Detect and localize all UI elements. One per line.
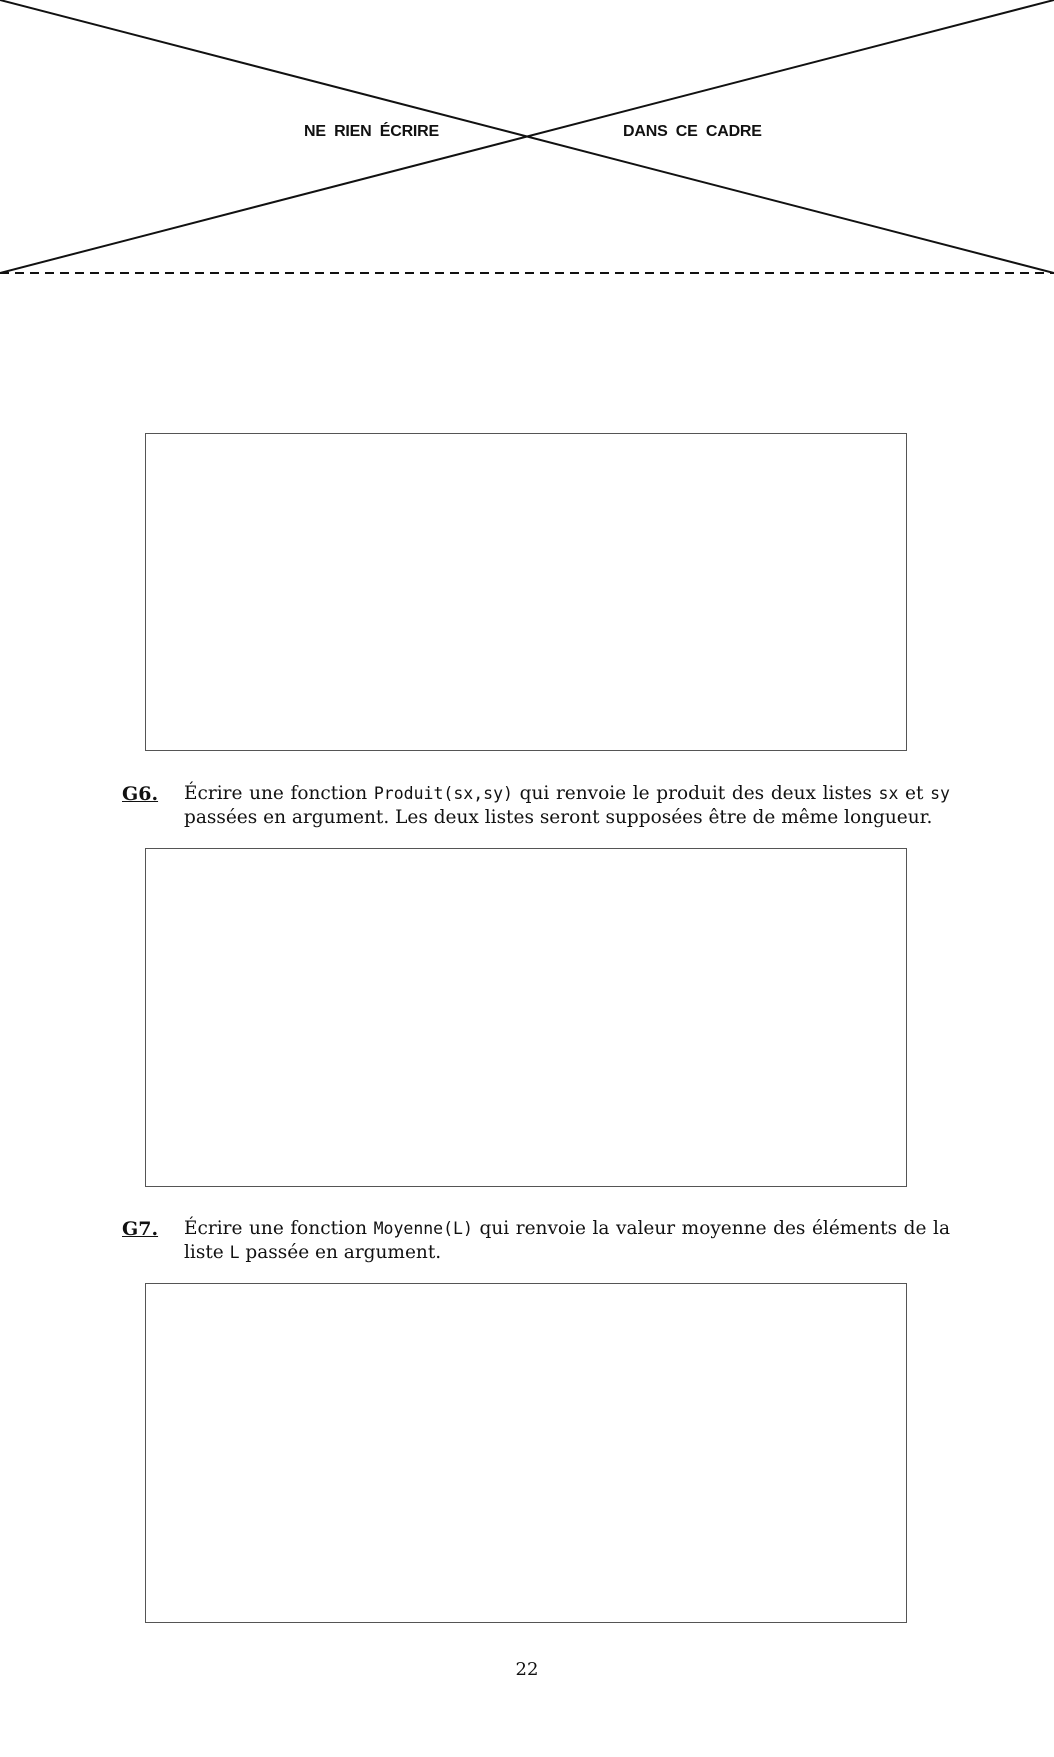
page-number: 22 — [515, 1659, 539, 1680]
header-label-left: NE RIEN ÉCRIRE — [304, 123, 439, 140]
answer-box-g7[interactable] — [145, 1283, 907, 1623]
do-not-write-zone — [0, 0, 1054, 276]
answer-box-g6[interactable] — [145, 848, 907, 1187]
question-number: G7. — [122, 1218, 159, 1240]
code-variable: sy — [930, 784, 950, 803]
code-variable: L — [229, 1243, 240, 1262]
question-text: Écrire une fonction Moyenne(L) qui renvoie la valeur moyenne des éléments de la liste L passée en argument. — [184, 1218, 950, 1263]
answer-box[interactable] — [145, 433, 907, 751]
header-label-right: DANS CE CADRE — [623, 123, 762, 140]
question-number: G6. — [122, 783, 159, 805]
question-text: Écrire une fonction Produit(sx,sy) qui renvoie le produit des deux listes sx et sy passées en argument. Les deux listes seront supposées être de même longueur. — [184, 783, 950, 828]
crossed-frame — [0, 0, 1054, 276]
code-function-name: Produit(sx,sy) — [373, 784, 513, 803]
code-variable: sx — [878, 784, 899, 803]
code-function-name: Moyenne(L) — [373, 1219, 473, 1238]
